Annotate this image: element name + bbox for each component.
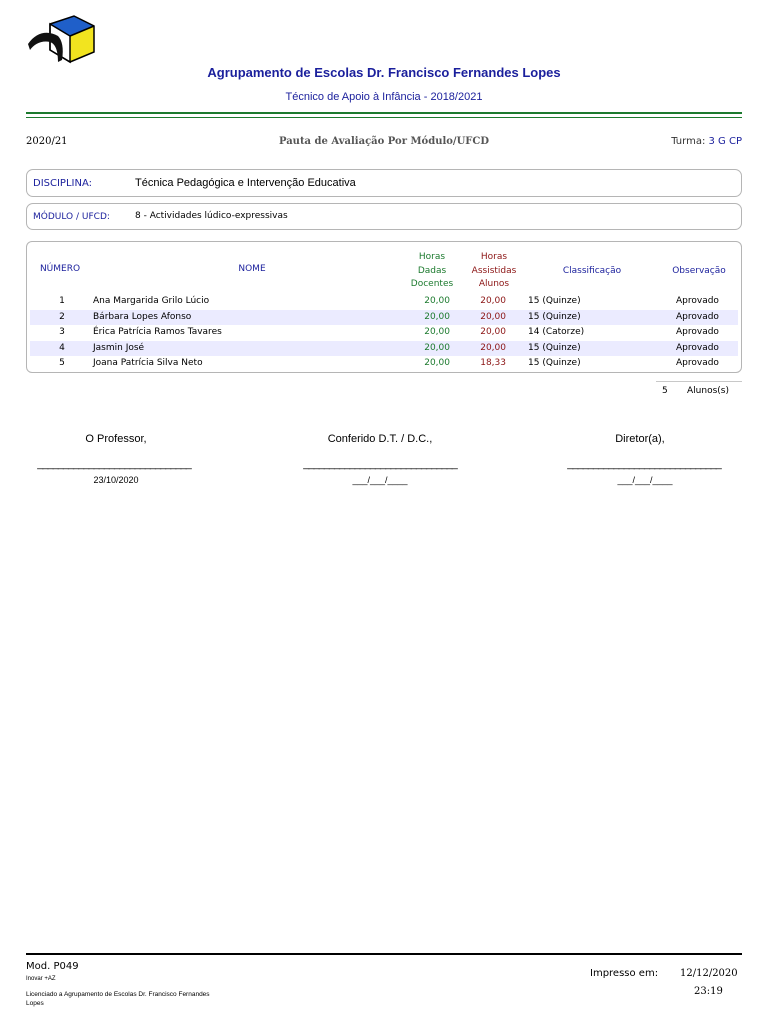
row-observacao: Aprovado <box>676 327 719 337</box>
header-divider <box>26 112 742 114</box>
turma <box>671 136 742 147</box>
table-row <box>30 356 738 372</box>
row-horas-assistidas: 20,00 <box>480 342 506 353</box>
course-name: Técnico de Apoio à Infância - 2018/2021 <box>285 91 483 103</box>
student-count: 5 <box>662 386 668 396</box>
signature-professor-date: 23/10/2020 <box>93 475 139 485</box>
header-horas-assistidas-line3: Alunos <box>478 279 510 289</box>
printed-date: 12/12/2020 <box>680 968 738 979</box>
school-name: Agrupamento de Escolas Dr. Francisco Fernandes Lopes <box>207 65 561 80</box>
modulo-box <box>26 203 742 230</box>
row-horas-dadas: 20,00 <box>424 327 450 337</box>
table-row <box>30 310 738 326</box>
footer-divider <box>26 953 742 955</box>
signature-conferido-date: ___/___/____ <box>352 475 408 485</box>
signature-conferido-line: ______________________________ <box>303 458 457 470</box>
student-count-label: Alunos(s) <box>687 386 729 396</box>
header-horas-dadas-line1: Horas <box>418 252 446 262</box>
row-name: Ana Margarida Grilo Lúcio <box>93 296 210 306</box>
header-observacao: Observação <box>672 266 726 276</box>
row-number: 3 <box>59 327 65 337</box>
row-number: 5 <box>59 358 65 368</box>
row-observacao: Aprovado <box>676 358 719 368</box>
row-horas-dadas: 20,00 <box>424 342 450 353</box>
row-classificacao: 15 (Quinze) <box>528 311 581 322</box>
row-name: Bárbara Lopes Afonso <box>93 311 192 322</box>
header-horas-assistidas <box>466 251 522 292</box>
row-number: 4 <box>59 342 65 353</box>
row-classificacao: 15 (Quinze) <box>528 296 581 306</box>
turma-label: Turma: <box>671 136 706 147</box>
row-name: Joana Patrícia Silva Neto <box>93 358 203 368</box>
table-row <box>30 341 738 357</box>
license-text: Licenciado a Agrupamento de Escolas Dr. Francisco Fernandes Lopes <box>26 991 210 1007</box>
school-logo <box>26 14 96 66</box>
disciplina-box <box>26 169 742 197</box>
signature-diretor-date: ___/___/____ <box>617 475 673 485</box>
modulo-label: MÓDULO / UFCD: <box>33 212 110 222</box>
row-name: Jasmin José <box>93 342 145 353</box>
row-name: Érica Patrícia Ramos Tavares <box>93 327 222 337</box>
row-horas-dadas: 20,00 <box>424 311 450 322</box>
school-year: 2020/21 <box>26 136 68 147</box>
signature-professor-title: O Professor, <box>85 433 147 445</box>
row-observacao: Aprovado <box>676 311 719 322</box>
signature-conferido-title: Conferido D.T. / D.C., <box>327 433 433 445</box>
software-name: Inovar +AZ <box>26 976 56 982</box>
printed-time: 23:19 <box>694 986 723 997</box>
row-horas-assistidas: 18,33 <box>480 358 506 368</box>
row-number: 2 <box>59 311 65 322</box>
row-horas-dadas: 20,00 <box>424 358 450 368</box>
disciplina-label: DISCIPLINA: <box>33 178 92 189</box>
row-classificacao: 14 (Catorze) <box>528 327 585 337</box>
header-horas-dadas <box>406 251 458 292</box>
turma-value: 3 G CP <box>708 136 742 147</box>
table-row <box>30 294 738 310</box>
row-horas-assistidas: 20,00 <box>480 311 506 322</box>
printed-label: Impresso em: <box>590 968 659 979</box>
modulo-value: 8 - Actividades lúdico-expressivas <box>135 211 288 221</box>
header-divider-thin <box>26 117 742 118</box>
row-observacao: Aprovado <box>676 296 719 306</box>
header-horas-dadas-line2: Dadas <box>417 265 447 276</box>
header-horas-dadas-line3: Docentes <box>410 279 454 289</box>
table-row <box>30 325 738 341</box>
signature-diretor-title: Diretor(a), <box>615 433 665 445</box>
header-numero: NÚMERO <box>39 264 81 274</box>
report-title: Pauta de Avaliação Por Módulo/UFCD <box>278 136 490 147</box>
header-classificacao: Classificação <box>562 266 622 276</box>
row-observacao: Aprovado <box>676 342 719 353</box>
header-horas-assistidas-line1: Horas <box>480 252 508 262</box>
model-code: Mod. P049 <box>26 961 79 972</box>
signature-diretor-line: ______________________________ <box>567 458 721 470</box>
row-number: 1 <box>59 296 65 306</box>
row-horas-assistidas: 20,00 <box>480 327 506 337</box>
school-logo-icon <box>26 14 96 66</box>
row-classificacao: 15 (Quinze) <box>528 358 581 368</box>
row-classificacao: 15 (Quinze) <box>528 342 581 353</box>
summary-divider <box>656 381 742 382</box>
header-horas-assistidas-line2: Assistidas <box>471 265 517 276</box>
row-horas-dadas: 20,00 <box>424 296 450 306</box>
disciplina-value: Técnica Pedagógica e Intervenção Educativa <box>135 177 356 189</box>
row-horas-assistidas: 20,00 <box>480 296 506 306</box>
signature-professor-line: ______________________________ <box>37 458 191 470</box>
header-nome: NOME <box>238 264 266 274</box>
